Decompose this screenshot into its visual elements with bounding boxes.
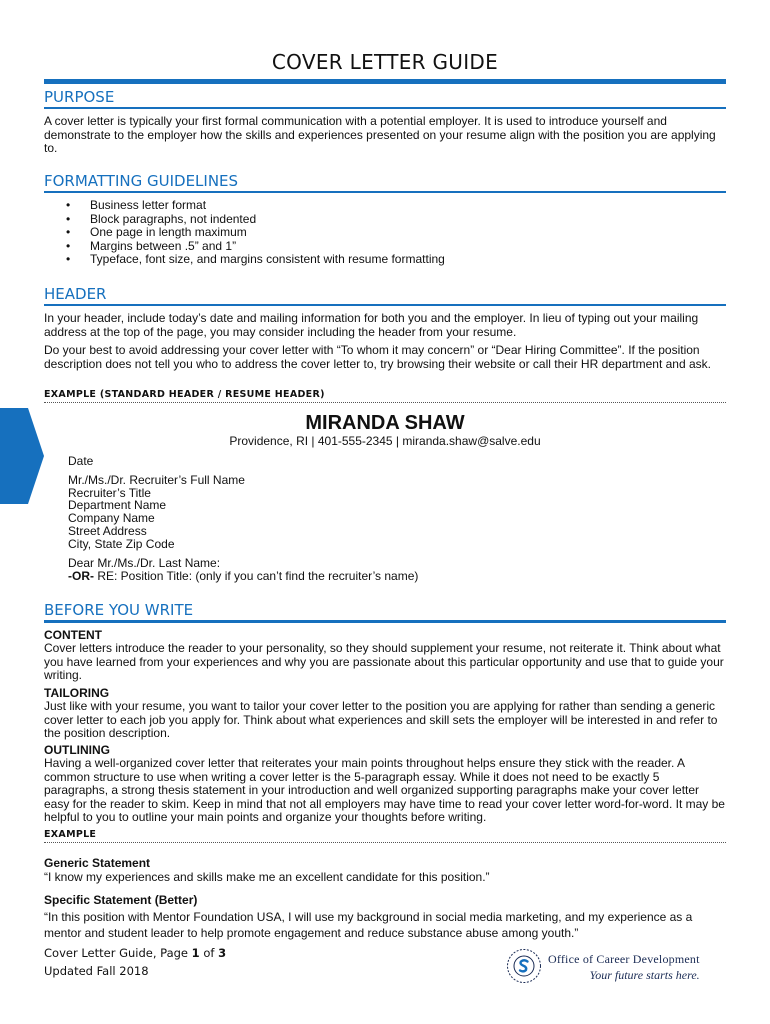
content-subheading: CONTENT — [44, 628, 102, 642]
university-seal-icon — [506, 948, 542, 984]
page-number — [44, 946, 226, 960]
purpose-heading: PURPOSE — [44, 88, 726, 109]
header-example-label: EXAMPLE (STANDARD HEADER / RESUME HEADER) — [44, 389, 726, 403]
address-line: Company Name — [68, 511, 155, 526]
specific-text: “In this position with Mentor Foundation USA, I will use my background in social media marketing, and my experience as a mentor and student leader to help promote engagement and reduce substance abuse among youth.” — [44, 910, 693, 940]
header-paragraph-2: Do your best to avoid addressing your cover letter with “To whom it may concern” or “Dear Hiring Committee”. If the position description does not tell you who to address the cover letter to, try browsing their website or call their HR department and ask. — [44, 343, 711, 371]
generic-text: “I know my experiences and skills make me an excellent candidate for this position.” — [44, 870, 490, 884]
content-text: Cover letters introduce the reader to your personality, so they should supplement your resume, not reiterate it. Think about what you have learned from your experiences and why you are passionate about this particular opportunity and use that to guide your writing. — [44, 641, 724, 683]
updated-date: Updated Fall 2018 — [44, 964, 149, 978]
address-line: Mr./Ms./Dr. Recruiter’s Full Name — [68, 473, 245, 487]
side-tab-marker — [0, 408, 44, 504]
purpose-text: A cover letter is typically your first formal communication with a potential employer. It is used to introduce yourself and demonstrate to the employer how the skills and experiences presented on your resume align with the position you are applying to. — [44, 114, 716, 156]
list-item: • Margins between .5” and 1” — [66, 240, 445, 254]
address-line: Department Name — [68, 498, 167, 513]
before-example-label: EXAMPLE — [44, 829, 726, 843]
page-of: of — [199, 946, 219, 960]
header-heading: HEADER — [44, 285, 726, 306]
title-divider — [44, 79, 726, 84]
header-paragraph-1: In your header, include today’s date and mailing information for both you and the employer. In lieu of typing out your mailing address at the top of the page, you may consider including the header from your resume. — [44, 311, 699, 339]
example-name: MIRANDA SHAW — [305, 412, 465, 434]
office-name: Office of Career Development — [548, 952, 700, 966]
alt-salutation-text: RE: Position Title: (only if you can’t find the recruiter’s name) — [94, 569, 419, 583]
document-title: COVER LETTER GUIDE — [271, 50, 499, 74]
example-date: Date — [68, 454, 94, 468]
formatting-list — [66, 199, 445, 267]
example-address — [68, 474, 245, 550]
generic-subheading: Generic Statement — [44, 856, 151, 870]
list-item: • Block paragraphs, not indented — [66, 213, 445, 227]
tailoring-subheading: TAILORING — [44, 686, 110, 700]
outlining-subheading: OUTLINING — [44, 743, 110, 757]
address-line: Recruiter’s Title — [68, 485, 151, 500]
example-alt-salutation — [68, 570, 418, 583]
address-line: Street Address — [68, 523, 147, 538]
example-salutation: Dear Mr./Ms./Dr. Last Name: — [68, 556, 221, 570]
page-total: 3 — [218, 946, 227, 960]
address-line: City, State Zip Code — [68, 536, 175, 551]
list-item: • One page in length maximum — [66, 226, 445, 240]
office-logo — [548, 952, 700, 983]
page-current: 1 — [191, 946, 200, 960]
tailoring-text: Just like with your resume, you want to tailor your cover letter to the position you are applying for rather than sending a generic cover letter to each job you apply for. Think about what experiences and skill sets the employer will be interested in and refer to the position description. — [44, 699, 718, 741]
specific-subheading: Specific Statement (Better) — [44, 893, 198, 907]
outlining-text: Having a well-organized cover letter that reiterates your main points throughout helps ensure they stick with the reader. A common structure to use when writing a cover letter is the 5-paragraph essay. While it does not need to be exactly 5 paragraphs, a strong thesis statement in your introduction and well organized supporting paragraphs make your cover letter easy for the reader to skim. Keep in mind that not all employers may have time to read your cover letter word-for-word. It may be helpful to you to outline your main points and organize your thoughts before writing. — [44, 756, 725, 825]
list-item: • Typeface, font size, and margins consistent with resume formatting — [66, 253, 445, 267]
list-item: • Business letter format — [66, 199, 445, 213]
office-tagline: Your future starts here. — [589, 968, 700, 982]
before-heading: BEFORE YOU WRITE — [44, 601, 726, 623]
or-label: -OR- — [68, 569, 94, 583]
example-contact: Providence, RI | 401-555-2345 | miranda.shaw@salve.edu — [229, 434, 541, 448]
page-prefix: Cover Letter Guide, Page — [44, 946, 192, 960]
formatting-heading: FORMATTING GUIDELINES — [44, 172, 726, 193]
